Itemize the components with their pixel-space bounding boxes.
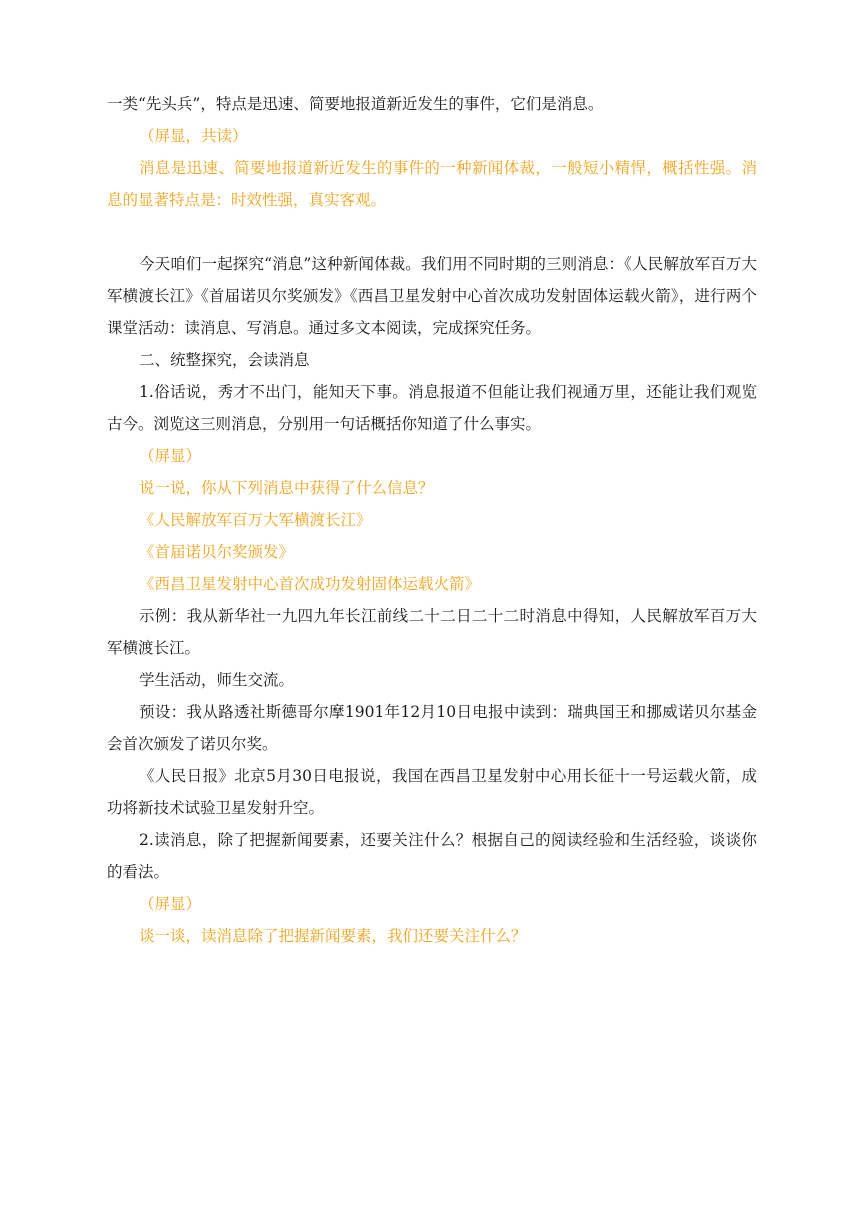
section-heading: 二、统整探究，会读消息 bbox=[139, 351, 310, 369]
task-paragraph: 1.俗话说，秀才不出门，能知天下事。消息报道不但能让我们视通万里，还能让我们观览古今。浏览这三则消息，分别用一句话概括你知道了什么事实。 bbox=[107, 383, 757, 433]
paragraph: 学生活动，师生交流。 bbox=[139, 671, 295, 689]
news-title: 《西昌卫星发射中心首次成功发射固体运载火箭》 bbox=[139, 575, 481, 593]
document-page bbox=[107, 88, 757, 952]
screen-display-note: （屏显） bbox=[139, 447, 202, 465]
news-title: 《人民解放军百万大军横渡长江》 bbox=[139, 511, 372, 529]
example-paragraph: 示例：我从新华社一九四九年长江前线二十二日二十二时消息中得知，人民解放军百万大军横渡长江。 bbox=[107, 607, 757, 657]
prompt-question: 说一说，你从下列消息中获得了什么信息？ bbox=[139, 479, 434, 497]
screen-display-note: （屏显） bbox=[139, 895, 202, 913]
screen-display-note: （屏显，共读） bbox=[139, 127, 248, 145]
preset-paragraph: 预设：我从路透社斯德哥尔摩1901年12月10日电报中读到：瑞典国王和挪威诺贝尔基金会首次颁发了诺贝尔奖。 bbox=[107, 703, 757, 753]
definition-paragraph: 消息是迅速、简要地报道新近发生的事件的一种新闻体裁，一般短小精悍，概括性强。消息的显著特点是：时效性强，真实客观。 bbox=[107, 159, 757, 209]
news-title: 《首届诺贝尔奖颁发》 bbox=[139, 543, 295, 561]
task-paragraph: 2.读消息，除了把握新闻要素，还要关注什么？根据自己的阅读经验和生活经验，谈谈你的看法。 bbox=[107, 831, 757, 881]
paragraph: 一类“先头兵”，特点是迅速、简要地报道新近发生的事件，它们是消息。 bbox=[107, 95, 604, 113]
blank-line bbox=[107, 216, 757, 248]
paragraph: 《人民日报》北京5月30日电报说，我国在西昌卫星发射中心用长征十一号运载火箭，成功将新技术试验卫星发射升空。 bbox=[107, 767, 757, 817]
prompt-question: 谈一谈，读消息除了把握新闻要素，我们还要关注什么？ bbox=[139, 927, 527, 945]
paragraph: 今天咱们一起探究“消息”这种新闻体裁。我们用不同时期的三则消息：《人民解放军百万大军横渡长江》《首届诺贝尔奖颁发》《西昌卫星发射中心首次成功发射固体运载火箭》，进行两个课堂活动：读消息、写消息。通过多文本阅读，完成探究任务。 bbox=[107, 255, 757, 337]
